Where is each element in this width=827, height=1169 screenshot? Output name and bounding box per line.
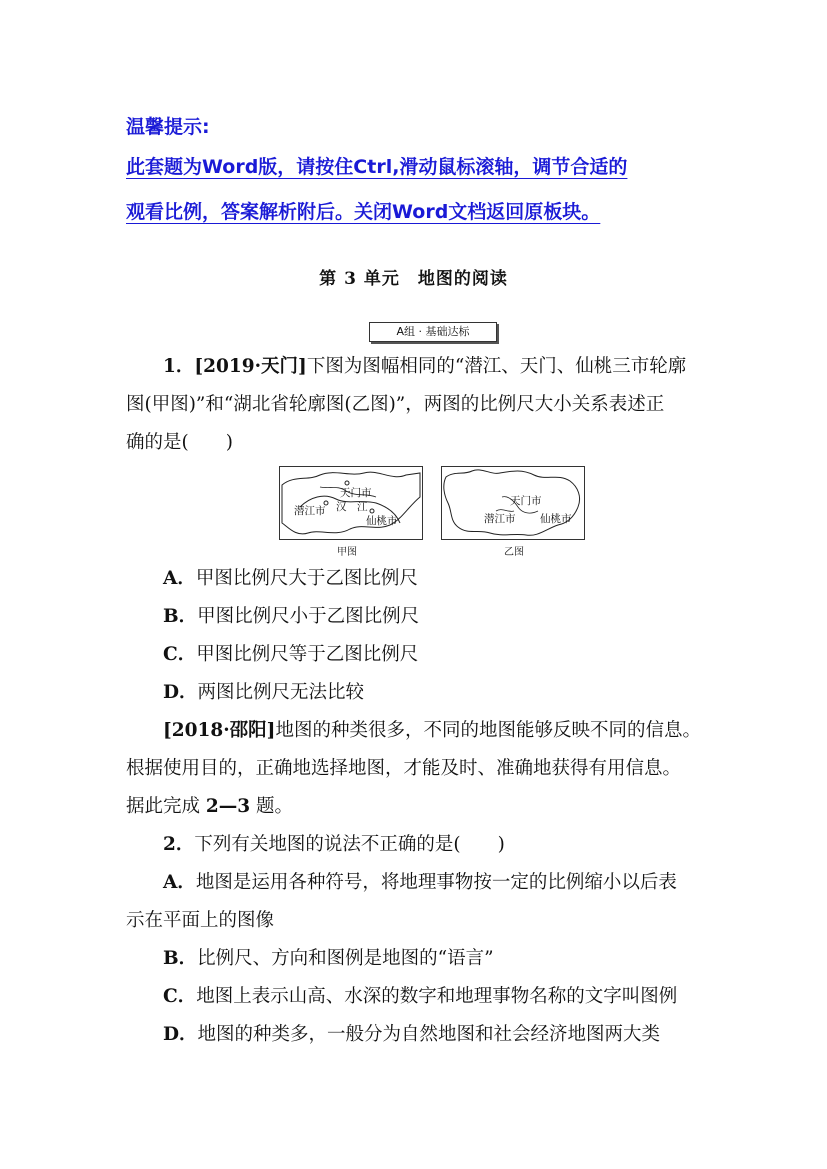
map-jia-xiantao-label: 仙桃市 bbox=[366, 515, 398, 527]
q1-line-3: 确的是( ) bbox=[126, 432, 233, 453]
q1-option-a-key: A． bbox=[163, 568, 196, 589]
tip-line-2: 观看比例，答案解析附后。关闭Word文档返回原板块。 bbox=[126, 201, 601, 223]
map-jia-caption: 甲图 bbox=[337, 547, 357, 558]
q1-option-d bbox=[163, 681, 364, 705]
q2-option-d-key: D． bbox=[163, 1024, 198, 1045]
map-yi-tianmen-label: 天门市 bbox=[510, 495, 542, 507]
q1-option-a-text: 甲图比例尺大于乙图比例尺 bbox=[195, 568, 418, 589]
q1-line-1 bbox=[163, 355, 686, 379]
q1-option-a bbox=[163, 567, 418, 591]
q2-option-b-key: B． bbox=[163, 948, 198, 969]
q2-stem-text: 下列有关地图的说法不正确的是( ) bbox=[194, 834, 505, 855]
q2-option-d-text: 地图的种类多，一般分为自然地图和社会经济地图两大类 bbox=[197, 1024, 661, 1045]
q1-option-d-key: D． bbox=[163, 682, 198, 703]
q1-option-b-text: 甲图比例尺小于乙图比例尺 bbox=[197, 606, 420, 627]
q1-option-c bbox=[163, 643, 418, 667]
q2-number: 2． bbox=[163, 834, 195, 855]
intro-line-3 bbox=[126, 795, 293, 819]
q1-option-b-key: B． bbox=[163, 606, 198, 627]
q2-option-b bbox=[163, 947, 494, 971]
intro-line-3-post: 题。 bbox=[250, 796, 294, 817]
q1-option-c-key: C． bbox=[163, 644, 197, 665]
q1-option-c-text: 甲图比例尺等于乙图比例尺 bbox=[196, 644, 419, 665]
intro-line-3-pre: 据此完成 bbox=[126, 796, 206, 817]
intro-question-range: 2—3 bbox=[205, 796, 251, 817]
q1-number: 1．[2019·天门] bbox=[163, 356, 307, 377]
q2-option-c-key: C． bbox=[163, 986, 197, 1007]
q1-option-d-text: 两图比例尺无法比较 bbox=[197, 682, 365, 703]
q2-option-c-text: 地图上表示山高、水深的数字和地理事物名称的文字叫图例 bbox=[196, 986, 678, 1007]
map-jia-qianjiang-label: 潜江市 bbox=[294, 505, 326, 517]
q2-option-b-text: 比例尺、方向和图例是地图的“语言” bbox=[197, 948, 494, 969]
q2-option-a-cont: 示在平面上的图像 bbox=[126, 910, 275, 931]
q2-stem bbox=[163, 833, 505, 857]
q1-line-2: 图(甲图)”和“湖北省轮廓图(乙图)”，两图的比例尺大小关系表述正 bbox=[126, 394, 665, 415]
map-yi bbox=[441, 466, 585, 558]
q2-option-d bbox=[163, 1023, 660, 1047]
q2-option-c bbox=[163, 985, 677, 1009]
map-yi-xiantao-label: 仙桃市 bbox=[540, 513, 572, 525]
map-jia-hanjiang-label: 汉 江 bbox=[336, 501, 368, 513]
q2-option-a-key: A． bbox=[163, 872, 196, 893]
intro-line-1-text: 地图的种类很多，不同的地图能够反映不同的信息。 bbox=[275, 720, 701, 741]
intro-line-2: 根据使用目的，正确地选择地图，才能及时、准确地获得有用信息。 bbox=[126, 758, 682, 779]
q2-option-a bbox=[163, 871, 677, 895]
map-jia-tianmen-label: 天门市 bbox=[340, 487, 372, 499]
tip-line-1: 此套题为Word版，请按住Ctrl,滑动鼠标滚轴，调节合适的 bbox=[126, 156, 628, 178]
map-yi-caption: 乙图 bbox=[504, 547, 524, 558]
group-badge: A组 · 基础达标 bbox=[369, 322, 497, 342]
q1-figure bbox=[279, 466, 589, 560]
q1-stem-text: 下图为图幅相同的“潜江、天门、仙桃三市轮廓 bbox=[306, 356, 687, 377]
map-jia bbox=[279, 466, 423, 558]
q1-option-b bbox=[163, 605, 419, 629]
q2-option-a-text: 地图是运用各种符号，将地理事物按一定的比例缩小以后表 bbox=[195, 872, 677, 893]
unit-title: 第 3 单元 地图的阅读 bbox=[319, 269, 508, 289]
map-yi-qianjiang-label: 潜江市 bbox=[484, 513, 516, 525]
intro-line-1 bbox=[163, 719, 701, 743]
tip-title: 温馨提示: bbox=[126, 116, 210, 138]
intro-source: [2018·邵阳] bbox=[163, 720, 276, 741]
